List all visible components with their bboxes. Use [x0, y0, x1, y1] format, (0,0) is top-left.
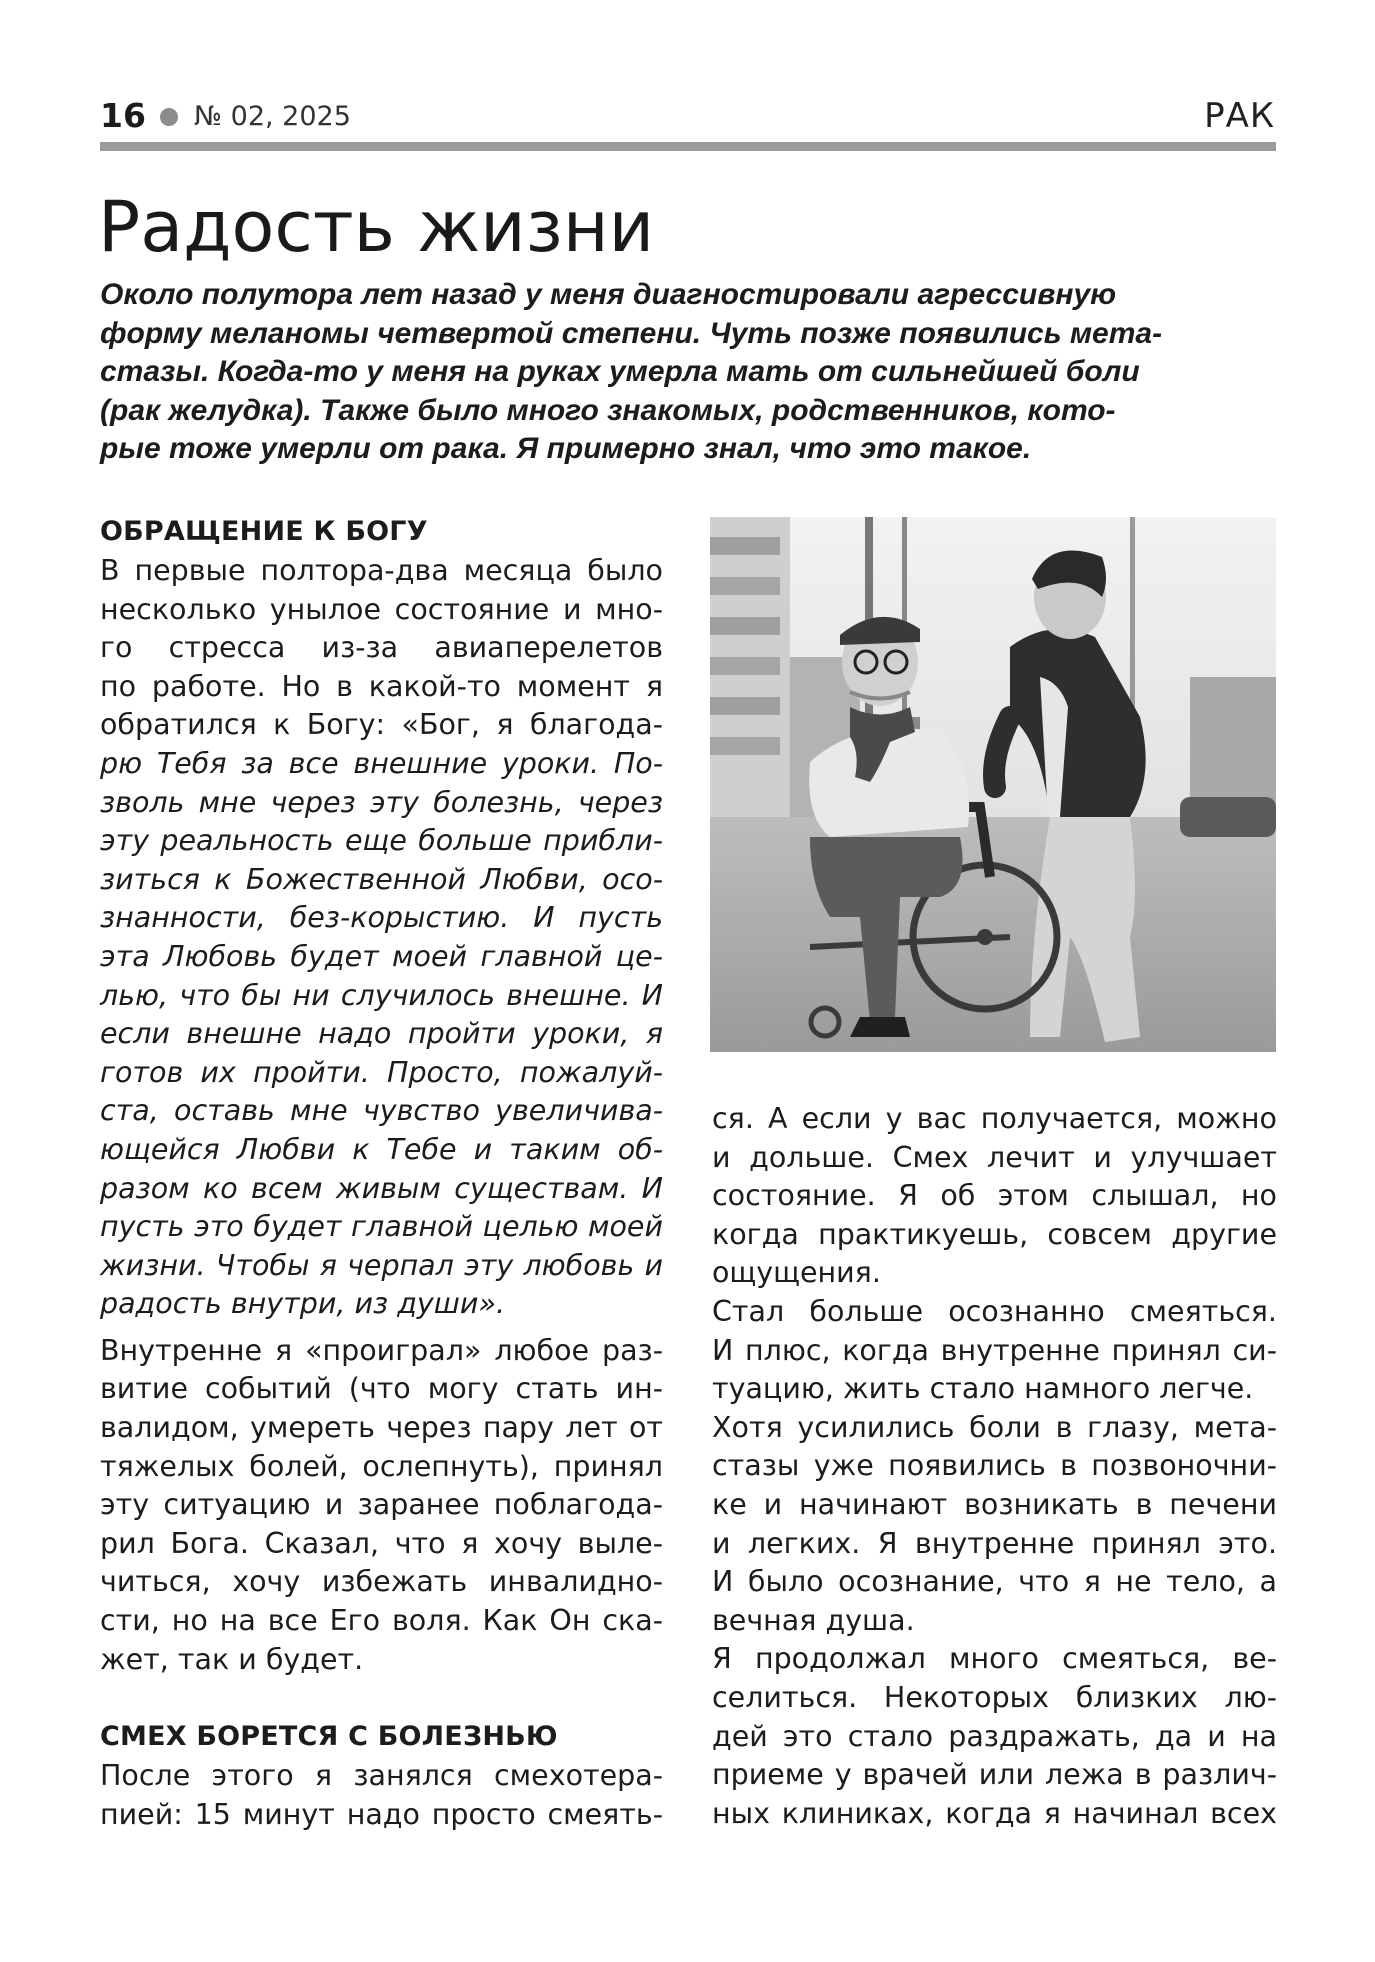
body-line: ке и начинают возникать в печени	[712, 1487, 1277, 1521]
issue-number: № 02, 2025	[194, 101, 351, 132]
body-line: стазы уже появились в позвоночни-	[712, 1449, 1277, 1483]
body-line: В первые полтора-два месяца было	[100, 554, 663, 587]
body-line: ощущения.	[712, 1256, 881, 1290]
lead-line: рые тоже умерли от рака. Я примерно знал, что это такое.	[100, 432, 1032, 465]
body-line: После этого я занялся смехотера-	[100, 1759, 663, 1793]
section-name: РАК	[1204, 96, 1275, 136]
body-line: и дольше. Смех лечит и улучшает	[712, 1140, 1277, 1174]
lead-line: форму меланомы четвертой степени. Чуть позже появились мета-	[100, 316, 1163, 350]
body-line: состояние. Я об этом слышал, но	[712, 1179, 1277, 1213]
lead-line: (рак желудка). Также было много знакомых, родственников, кото-	[100, 393, 1116, 427]
section-heading: СМЕХ БОРЕТСЯ С БОЛЕЗНЬЮ	[100, 1721, 558, 1753]
body-line: валидом, умереть через пару лет от	[100, 1411, 663, 1445]
body-line: селиться. Некоторых близких лю-	[712, 1680, 1277, 1714]
right-column	[712, 1100, 1277, 1833]
body-line: жет, так и будет.	[100, 1642, 364, 1676]
prayer-line: если внешне надо пройти уроки, я	[100, 1017, 663, 1051]
body-line: пией: 15 минут надо просто смеять-	[100, 1797, 663, 1831]
body-line: Внутренне я «проиграл» любое раз-	[100, 1333, 663, 1367]
prayer-line: зволь мне через эту болезнь, через	[100, 785, 663, 819]
prayer-line: знанности, без-корыстию. И пусть	[100, 901, 663, 935]
body-line: Хотя усилились боли в глазу, мета-	[712, 1410, 1277, 1444]
header-rule	[100, 142, 1276, 151]
bullet-dot-icon	[160, 108, 178, 126]
page-header	[100, 96, 1275, 136]
body-line: сти, но на все Его воля. Как Он ска-	[100, 1604, 663, 1638]
body-line: ных клиниках, когда я начинал всех	[712, 1796, 1277, 1830]
prayer-line: лью, что бы ни случилось внешне. И	[100, 978, 663, 1012]
photo-illustration	[710, 517, 1276, 1052]
left-column	[100, 512, 663, 1834]
body-line: дей это стало раздражать, да и на	[712, 1719, 1277, 1753]
body-line: когда практикуешь, совсем другие	[712, 1217, 1277, 1251]
prayer-line: зиться к Божественной Любви, осо-	[100, 862, 663, 896]
article-photo	[710, 517, 1276, 1052]
body-line: туацию, жить стало намного легче.	[712, 1372, 1254, 1406]
prayer-line: жизни. Чтобы я черпал эту любовь и	[100, 1248, 663, 1282]
body-line: приеме у врачей или лежа в различ-	[712, 1758, 1277, 1792]
body-line: рил Бога. Сказал, что я хочу выле-	[100, 1526, 663, 1560]
prayer-line: ющейся Любви к Тебе и таким об-	[100, 1132, 663, 1166]
body-line: витие событий (что могу стать ин-	[100, 1372, 663, 1406]
body-line: вечная душа.	[712, 1603, 915, 1637]
prayer-line: радость внутри, из души».	[100, 1287, 506, 1321]
body-line: обратился к Богу: «Бог, я благода-	[100, 708, 663, 742]
article-lead	[100, 276, 1280, 469]
prayer-line: рю Тебя за все внешние уроки. По-	[100, 746, 663, 780]
body-line: несколько унылое состояние и мно-	[100, 592, 663, 626]
body-line: читься, хочу избежать инвалидно-	[100, 1565, 663, 1599]
body-line: ся. А если у вас получается, можно	[712, 1102, 1277, 1135]
page-number: 16	[100, 96, 146, 135]
body-line: го стресса из-за авиаперелетов	[100, 631, 663, 665]
body-line: по работе. Но в какой-то момент я	[100, 669, 663, 703]
body-line: тяжелых болей, ослепнуть), принял	[100, 1449, 663, 1483]
prayer-line: эту реальность еще больше прибли-	[100, 824, 663, 858]
prayer-line: готов их пройти. Просто, пожалуй-	[100, 1055, 663, 1089]
section-heading: ОБРАЩЕНИЕ К БОГУ	[100, 516, 428, 547]
prayer-line: пусть это будет главной целью моей	[100, 1210, 663, 1244]
lead-line: Около полутора лет назад у меня диагностировали агрессивную	[100, 278, 1117, 311]
body-line: Я продолжал много смеяться, ве-	[712, 1642, 1277, 1676]
prayer-line: разом ко всем живым существам. И	[100, 1171, 663, 1205]
body-line: И было осознание, что я не тело, а	[712, 1565, 1277, 1599]
body-line: эту ситуацию и заранее поблагода-	[100, 1488, 663, 1522]
body-line: И плюс, когда внутренне принял си-	[712, 1333, 1277, 1367]
prayer-line: ста, оставь мне чувство увеличива-	[100, 1094, 663, 1128]
prayer-line: эта Любовь будет моей главной це-	[100, 939, 663, 973]
article-title: Радость жизни	[98, 186, 655, 268]
lead-line: стазы. Когда-то у меня на руках умерла мать от сильнейшей боли	[100, 355, 1140, 388]
body-line: Стал больше осознанно смеяться.	[712, 1294, 1277, 1328]
body-line: и легких. Я внутренне принял это.	[712, 1526, 1277, 1560]
